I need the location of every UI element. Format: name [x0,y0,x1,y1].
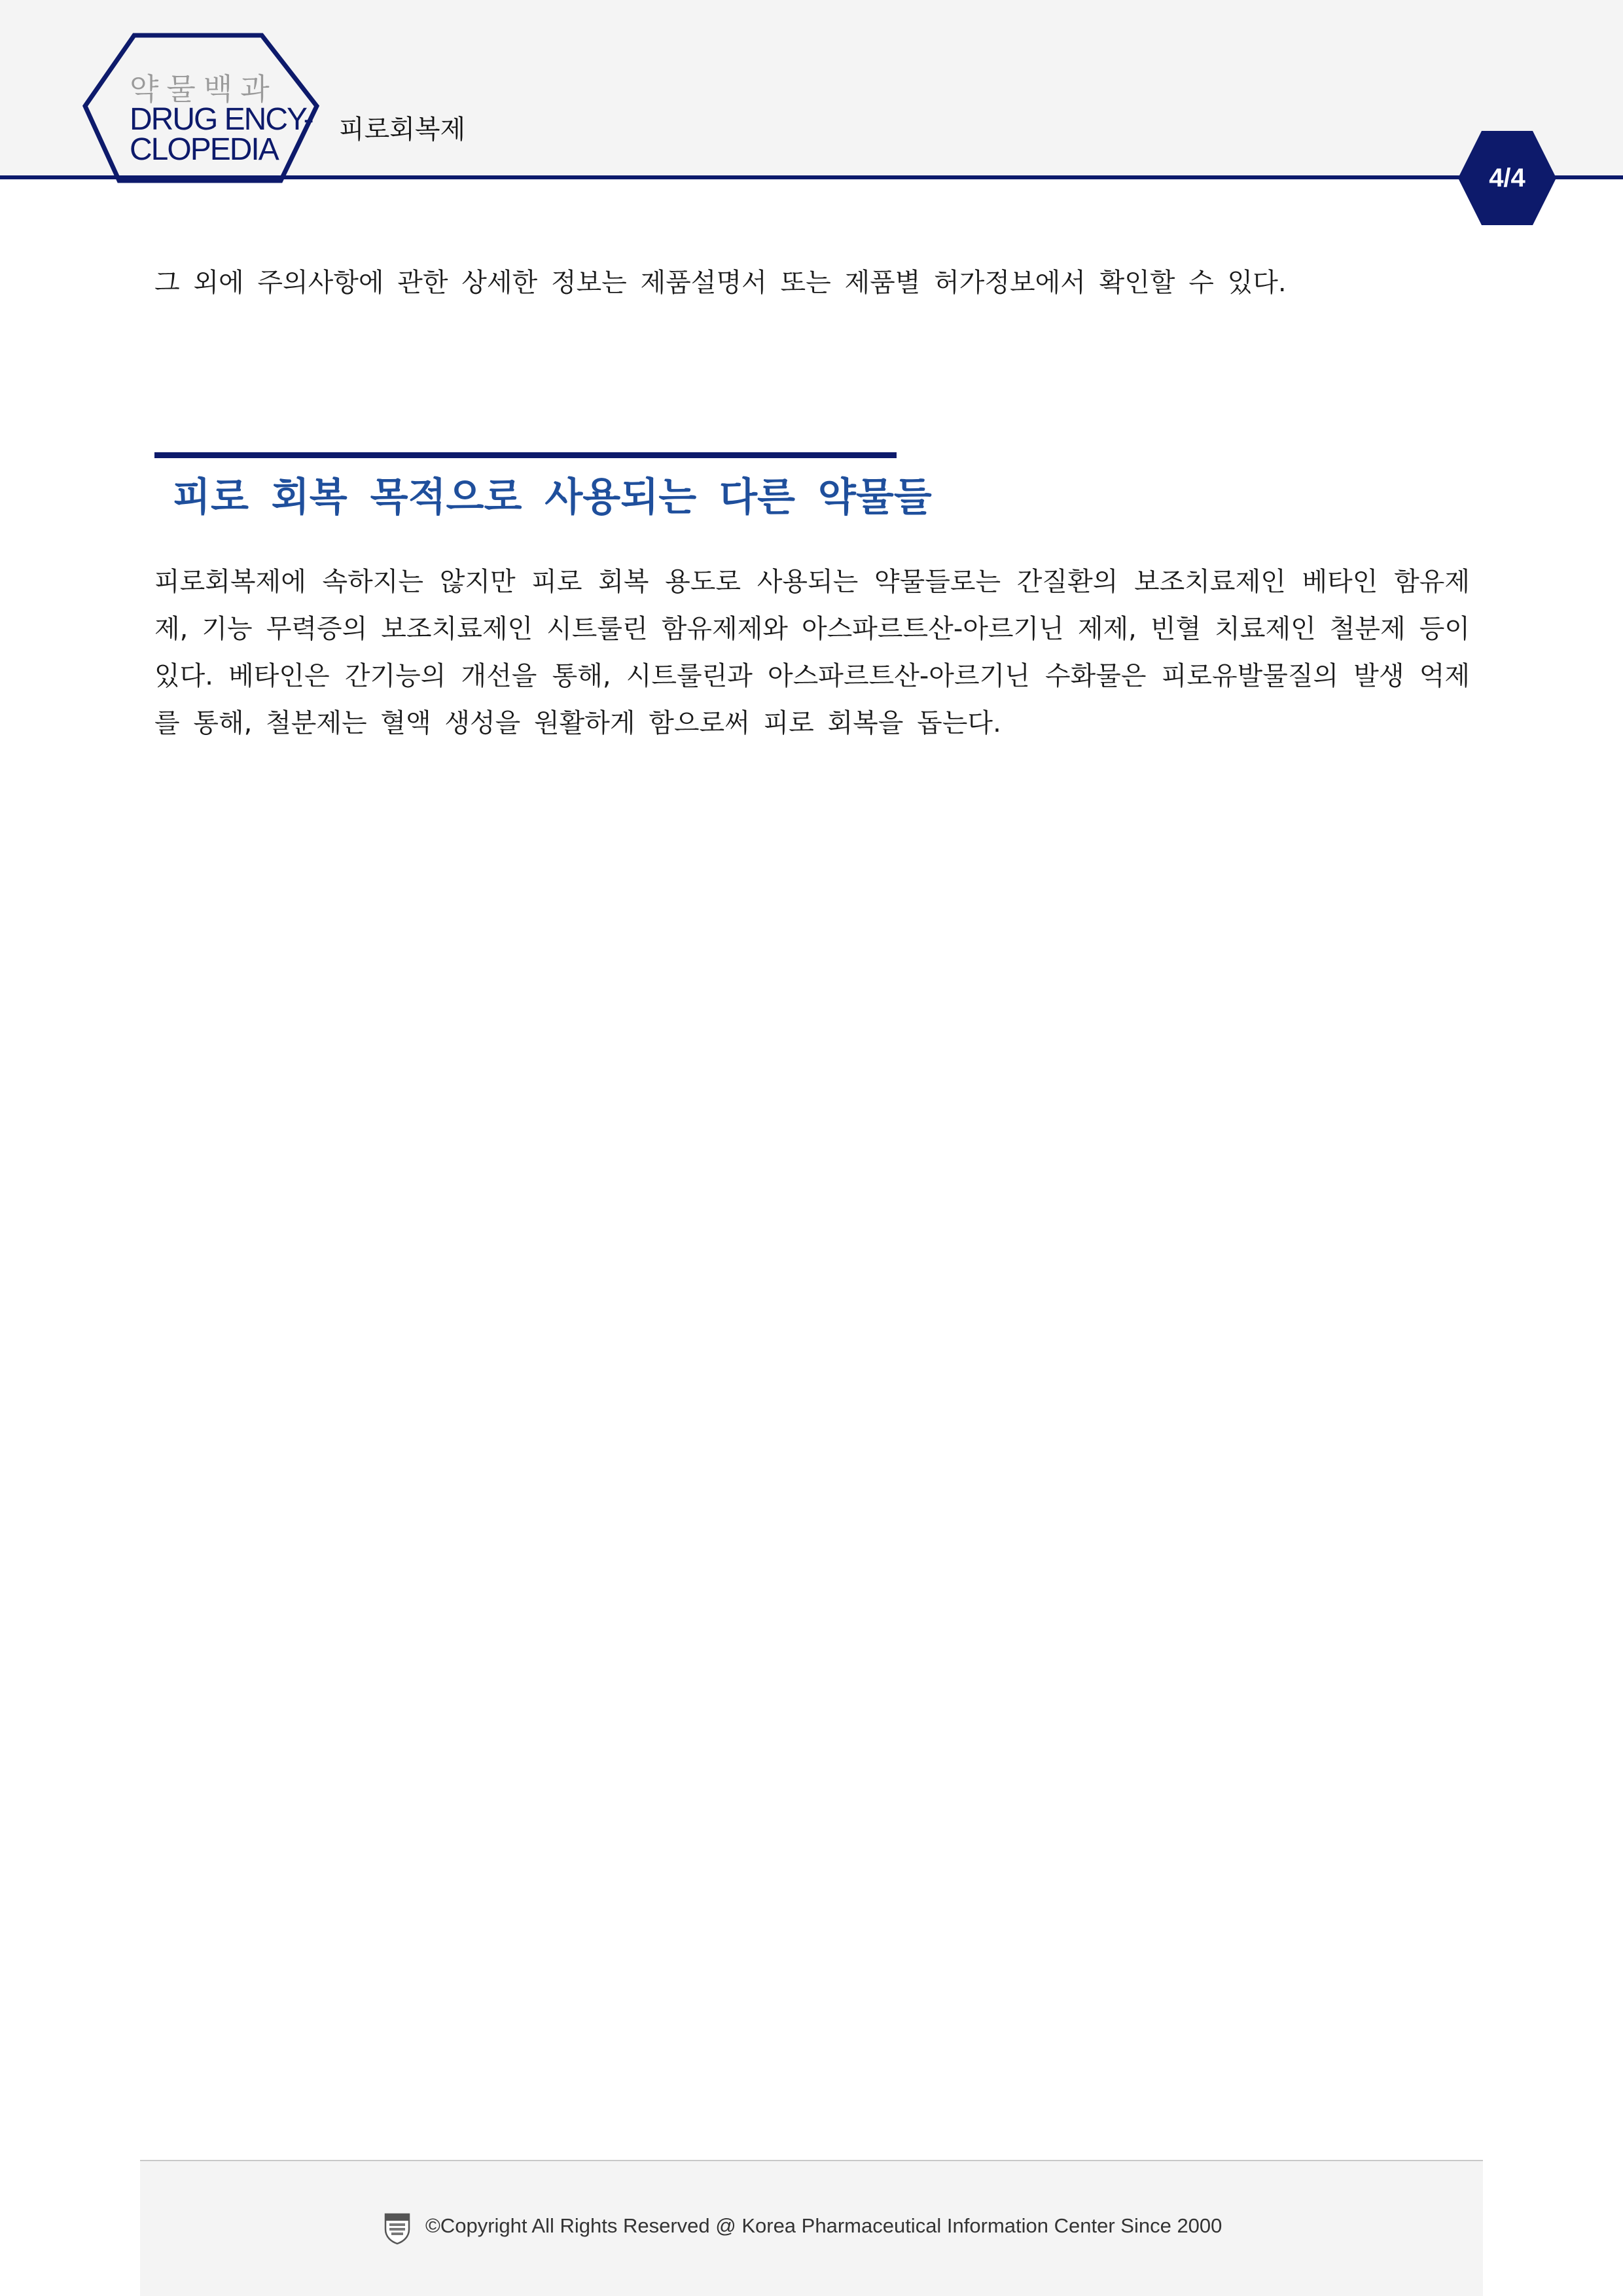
logo-english-text: DRUG ENCY- CLOPEDIA [130,102,313,167]
page-indicator: 4/4 [1489,163,1525,192]
footer-copyright: ©Copyright All Rights Reserved @ Korea Pharmaceutical Information Center Since 2000 [425,2214,1222,2237]
document-title: 피로회복제 [339,115,466,145]
section-rule [154,452,897,458]
section-heading: 피로 회복 목적으로 사용되는 다른 약물들 [173,475,932,520]
logo-korean-text: 약물백과 [130,71,277,107]
crest-icon [383,2212,411,2245]
section-paragraph: 피로회복제에 속하지는 않지만 피로 회복 용도로 사용되는 약물들로는 간질환의 보조치료제인 베타인 함유제제, 기능 무력증의 보조치료제인 시트룰린 함유제제와 아스파르트산-아르기닌 제제, 빈혈 치료제인 철분제 등이 있다. 베타인은 간기능의 개선을 통해, 시트룰린과 아스파르트산-아르기닌 수화물은 피로유발물질의 발생 억제를 통해, 철분제는 혈액 생성을 원활하게 함으로써 피로 회복을 돕는다. [154,567,1470,738]
intro-paragraph: 그 외에 주의사항에 관한 상세한 정보는 제품설명서 또는 제품별 허가정보에서 확인할 수 있다. [154,268,1287,298]
